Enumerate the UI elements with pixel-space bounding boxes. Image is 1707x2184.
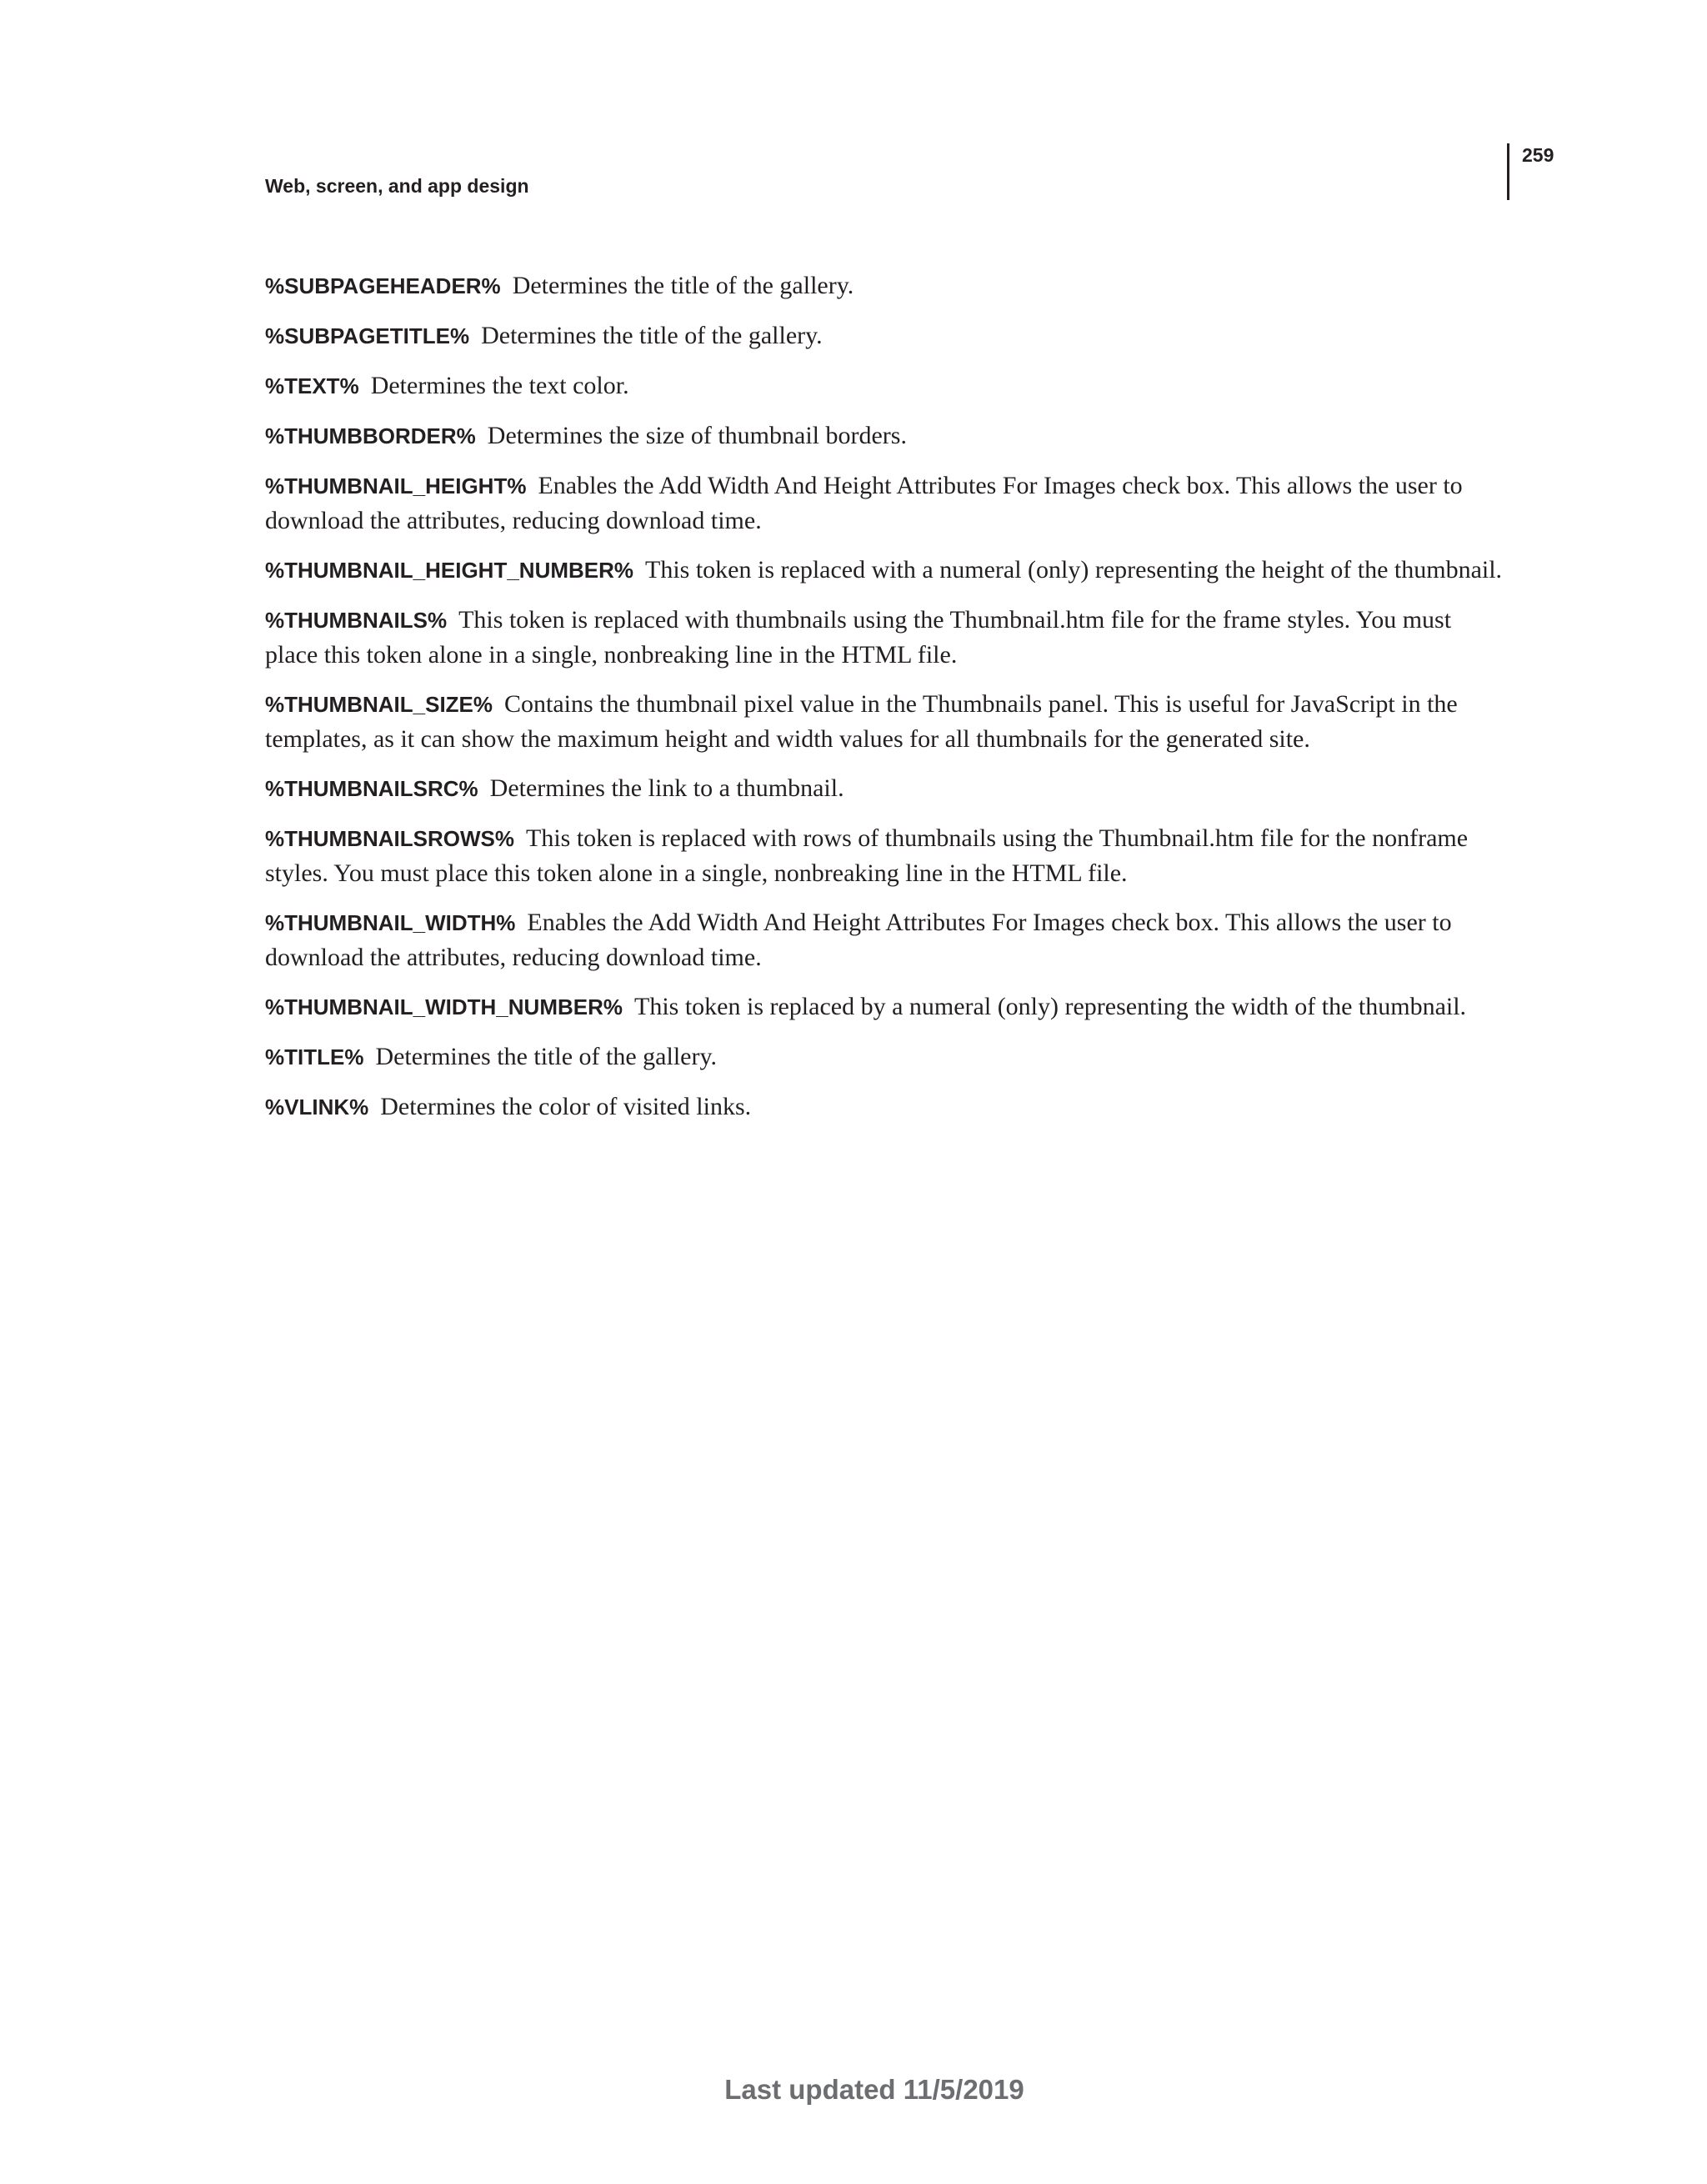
token-name: %TEXT% bbox=[265, 373, 359, 398]
token-description: This token is replaced by a numeral (only) representing the width of the thumbnail. bbox=[634, 993, 1467, 1020]
token-entry bbox=[265, 687, 1507, 756]
token-description: Enables the Add Width And Height Attributes For Images check box. This allows the user to download the attributes, reducing download time. bbox=[265, 472, 1463, 534]
footer-last-updated: Last updated 11/5/2019 bbox=[724, 2074, 1024, 2105]
token-description: Determines the title of the gallery. bbox=[375, 1043, 718, 1070]
token-entry bbox=[265, 318, 1507, 353]
token-entry bbox=[265, 603, 1507, 672]
token-name: %SUBPAGEHEADER% bbox=[265, 273, 501, 298]
header-rule bbox=[1507, 143, 1509, 200]
token-description: Determines the size of thumbnail borders. bbox=[487, 422, 907, 449]
token-description: This token is replaced with rows of thumbnails using the Thumbnail.htm file for the nonframe styles. You must place this token alone in a single, nonbreaking line in the HTML file. bbox=[265, 824, 1469, 887]
token-description: Determines the text color. bbox=[370, 372, 629, 399]
token-description: Contains the thumbnail pixel value in the Thumbnails panel. This is useful for JavaScript in the templates, as it can show the maximum height and width values for all thumbnails for the generated site. bbox=[265, 690, 1458, 753]
token-list bbox=[265, 268, 1507, 1140]
token-name: %THUMBNAIL_HEIGHT_NUMBER% bbox=[265, 558, 634, 583]
page-number: 259 bbox=[1522, 144, 1554, 166]
token-description: Determines the link to a thumbnail. bbox=[489, 774, 844, 802]
token-entry bbox=[265, 368, 1507, 403]
running-header: Web, screen, and app design bbox=[265, 175, 529, 197]
token-description: This token is replaced with a numeral (only) representing the height of the thumbnail. bbox=[645, 556, 1503, 584]
token-entry bbox=[265, 989, 1507, 1024]
token-name: %THUMBNAIL_SIZE% bbox=[265, 692, 493, 717]
token-entry bbox=[265, 553, 1507, 588]
token-name: %THUMBNAILS% bbox=[265, 608, 448, 633]
token-entry bbox=[265, 1089, 1507, 1125]
token-name: %THUMBNAIL_WIDTH% bbox=[265, 910, 516, 935]
token-name: %THUMBBORDER% bbox=[265, 423, 476, 448]
token-name: %THUMBNAIL_WIDTH_NUMBER% bbox=[265, 994, 623, 1019]
token-description: Determines the title of the gallery. bbox=[481, 322, 823, 349]
token-entry bbox=[265, 1039, 1507, 1074]
token-name: %THUMBNAIL_HEIGHT% bbox=[265, 473, 527, 498]
token-description: Determines the title of the gallery. bbox=[512, 272, 854, 299]
token-name: %VLINK% bbox=[265, 1095, 369, 1120]
token-entry bbox=[265, 468, 1507, 538]
token-entry bbox=[265, 418, 1507, 453]
token-entry bbox=[265, 821, 1507, 890]
token-entry bbox=[265, 268, 1507, 303]
token-entry bbox=[265, 771, 1507, 806]
token-name: %THUMBNAILSRC% bbox=[265, 776, 478, 801]
token-entry bbox=[265, 905, 1507, 974]
token-name: %THUMBNAILSROWS% bbox=[265, 826, 514, 851]
token-description: This token is replaced with thumbnails using the Thumbnail.htm file for the frame styles. You must place this token alone in a single, nonbreaking line in the HTML file. bbox=[265, 606, 1452, 669]
token-description: Determines the color of visited links. bbox=[380, 1093, 752, 1120]
token-name: %TITLE% bbox=[265, 1044, 364, 1069]
token-name: %SUBPAGETITLE% bbox=[265, 323, 470, 348]
token-description: Enables the Add Width And Height Attributes For Images check box. This allows the user to download the attributes, reducing download time. bbox=[265, 909, 1452, 971]
